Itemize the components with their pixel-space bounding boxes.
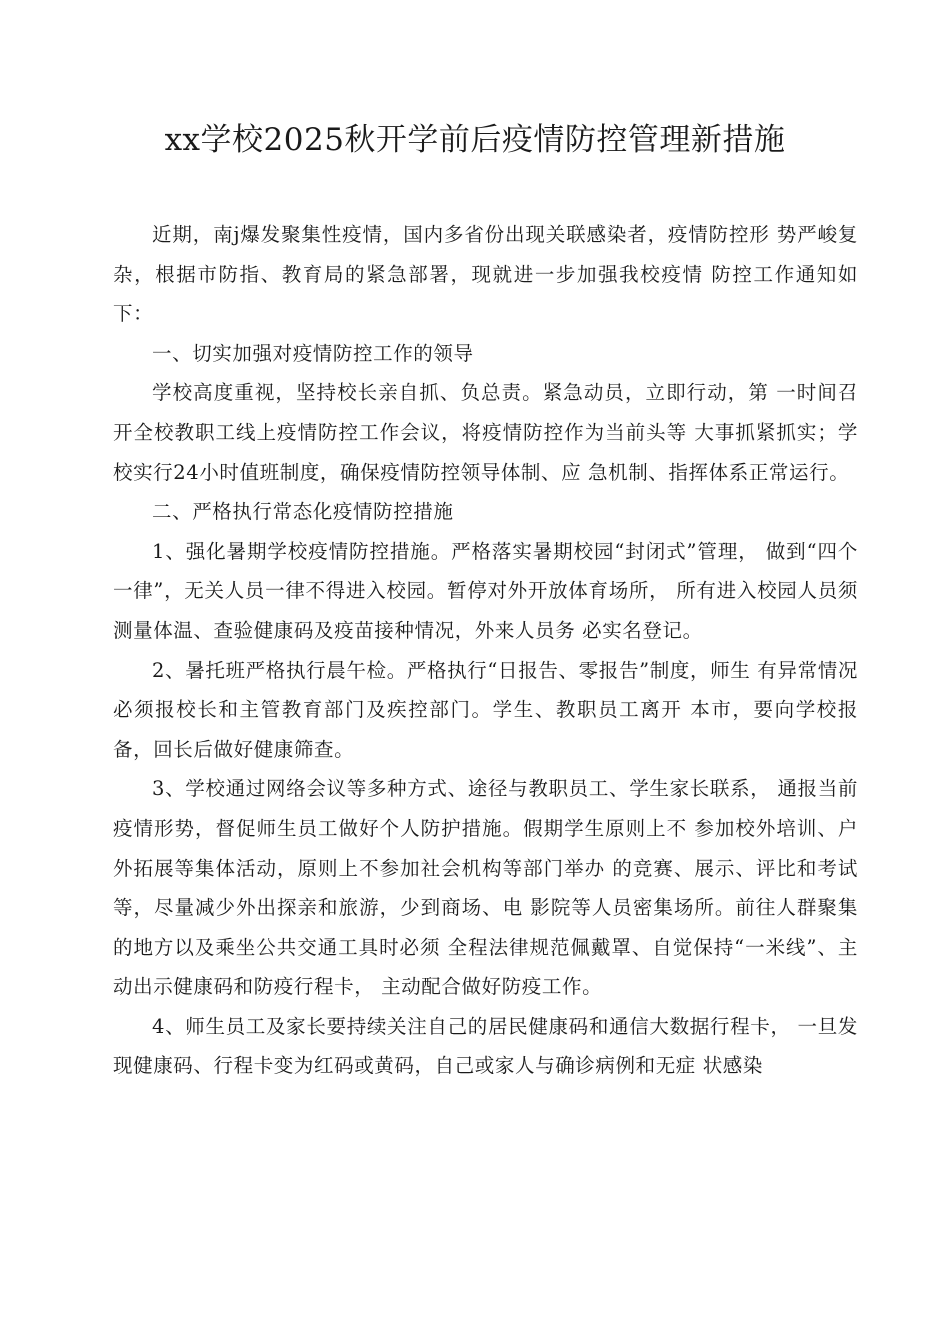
document-body (113, 215, 858, 1086)
paragraph-item-1: 1、强化暑期学校疫情防控措施。严格落实暑期校园“封闭式”管理， 做到“四个一律”，无关人员一律不得进入校园。暂停对外开放体育场所， 所有进入校园人员须测量体温、查验健康码及疫苗接种情况，外来人员务 必实名登记。 (113, 539, 858, 642)
paragraph-intro: 近期，南j爆发聚集性疫情，国内多省份出现关联感染者，疫情防控形 势严峻复杂，根据市防指、教育局的紧急部署，现就进一步加强我校疫情 防控工作通知如下： (113, 223, 858, 326)
document-title: xx学校2025秋开学前后疫情防控管理新措施 (164, 122, 786, 158)
paragraph-leadership: 学校高度重视，坚持校长亲自抓、负总责。紧急动员，立即行动，第 一时间召开全校教职工线上疫情防控工作会议，将疫情防控作为当前头等 大事抓紧抓实；学校实行24小时值班制度，确保疫情防控领导体制、应 急机制、指挥体系正常运行。 (113, 381, 858, 484)
section-heading-2: 二、严格执行常态化疫情防控措施 (152, 500, 454, 524)
section-heading-1: 一、切实加强对疫情防控工作的领导 (152, 341, 474, 365)
paragraph-item-4: 4、师生员工及家长要持续关注自己的居民健康码和通信大数据行程卡， 一旦发现健康码、行程卡变为红码或黄码，自己或家人与确诊病例和无症 状感染 (113, 1014, 858, 1078)
paragraph-item-3: 3、学校通过网络会议等多种方式、途径与教职员工、学生家长联系， 通报当前疫情形势，督促师生员工做好个人防护措施。假期学生原则上不 参加校外培训、户外拓展等集体活动，原则上不参加社会机构等部门举办 的竞赛、展示、评比和考试等，尽量减少外出探亲和旅游，少到商场、电 影院等人员密集场所。前往人群聚集的地方以及乘坐公共交通工具时必须 全程法律规范佩戴罩、自觉保持“一米线”、主动出示健康码和防疫行程卡， 主动配合做好防疫工作。 (113, 777, 858, 999)
paragraph-item-2: 2、暑托班严格执行晨午检。严格执行“日报告、零报告”制度，师生 有异常情况必须报校长和主管教育部门及疾控部门。学生、教职员工离开 本市，要向学校报备，回长后做好健康筛查。 (113, 658, 858, 761)
